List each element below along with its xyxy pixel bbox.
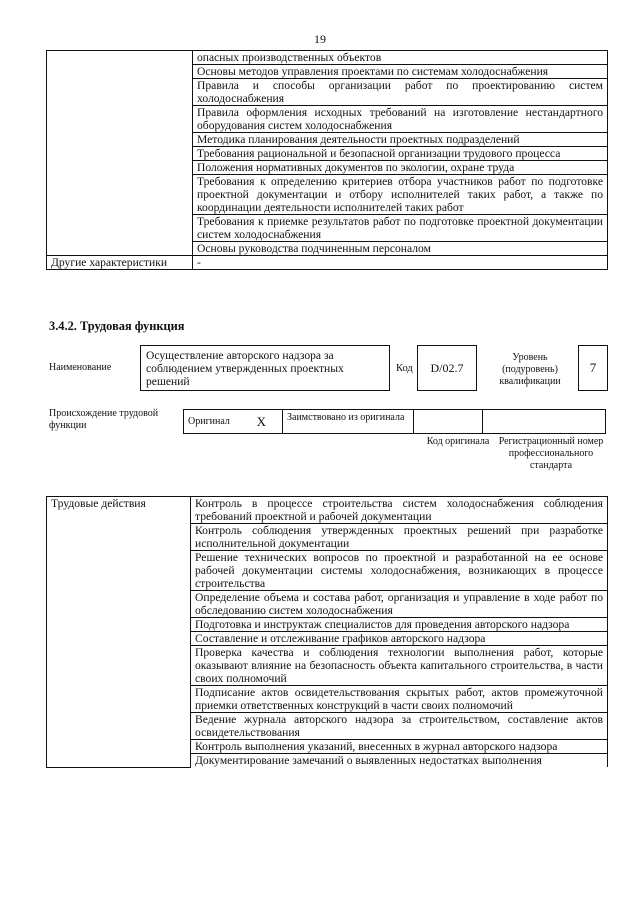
table-cell: Требования к определению критериев отбора участников работ по подготовке проектной документации и отбору исполнителей таких работ, а также по координации деятельности исполнителей таких работ	[193, 175, 608, 215]
section-heading: 3.4.2. Трудовая функция	[49, 319, 185, 333]
table-cell: Основы руководства подчиненным персоналом	[193, 242, 608, 256]
table-cell: Контроль соблюдения утвержденных проектных решений при разработке исполнительной документации	[191, 524, 608, 551]
borrowed-cell: Заимствовано из оригинала	[282, 409, 414, 434]
table-row	[47, 51, 608, 65]
table-cell: Правила и способы организации работ по проектированию систем холодоснабжения	[193, 79, 608, 106]
table-cell: Подготовка и инструктаж специалистов для проведения авторского надзора	[191, 618, 608, 632]
table-cell: Определение объема и состава работ, организация и управление в ходе работ по обследованию систем холодоснабжения	[191, 591, 608, 618]
page-number: 19	[314, 32, 326, 46]
name-value: Осуществление авторского надзора за соблюдением утвержденных проектных решений	[140, 345, 390, 391]
table-cell: Методика планирования деятельности проектных подразделений	[193, 133, 608, 147]
code-label: Код	[396, 363, 413, 374]
table-cell: Контроль выполнения указаний, внесенных в журнал авторского надзора	[191, 740, 608, 754]
labor-actions-label: Трудовые действия	[47, 497, 191, 768]
registration-number-cell	[482, 409, 606, 434]
other-characteristics-label: Другие характеристики	[47, 256, 193, 270]
original-cell	[183, 409, 283, 434]
original-code-label: Код оригинала	[426, 436, 490, 447]
level-value: 7	[578, 345, 608, 391]
table-row	[47, 497, 608, 524]
table-cell: Документирование замечаний о выявленных недостатках выполнения	[191, 754, 608, 768]
origin-label: Происхождение трудовой функции	[49, 408, 159, 431]
original-label: Оригинал	[188, 416, 230, 427]
table-cell: Ведение журнала авторского надзора за строительством, составление актов освидетельствования	[191, 713, 608, 740]
code-value: D/02.7	[417, 345, 477, 391]
name-label: Наименование	[49, 362, 112, 373]
original-mark: X	[256, 414, 266, 429]
knowledge-table	[46, 50, 608, 270]
table-cell: Основы методов управления проектами по системам холодоснабжения	[193, 65, 608, 79]
table-cell: Требования к приемке результатов работ по подготовке проектной документации систем холодоснабжения	[193, 215, 608, 242]
table-row	[47, 256, 608, 270]
table-cell: Подписание актов освидетельствования скрытых работ, актов промежуточной приемки ответственных конструкций в части своих полномочий	[191, 686, 608, 713]
registration-number-label: Регистрационный номер профессионального стандарта	[498, 436, 604, 471]
other-characteristics-value: -	[193, 256, 608, 270]
table-cell: Составление и отслеживание графиков авторского надзора	[191, 632, 608, 646]
level-label: Уровень (подуровень) квалификации	[499, 352, 561, 387]
table-cell: Решение технических вопросов по проектной и разработанной на ее основе рабочей документации системы холодоснабжения, возникающих в процессе строительства	[191, 551, 608, 591]
table-cell: Правила оформления исходных требований на изготовление нестандартного оборудования систем холодоснабжения	[193, 106, 608, 133]
table-cell: Положения нормативных документов по экологии, охране труда	[193, 161, 608, 175]
table-cell: опасных производственных объектов	[193, 51, 608, 65]
labor-actions-table	[46, 496, 608, 768]
table-cell: Требования рациональной и безопасной организации трудового процесса	[193, 147, 608, 161]
empty-label-cell	[47, 51, 193, 256]
table-cell: Контроль в процессе строительства систем холодоснабжения соблюдения требований проектной и рабочей документации	[191, 497, 608, 524]
origin-row	[184, 409, 608, 434]
table-cell: Проверка качества и соблюдения технологии выполнения работ, которые оказывают влияние на безопасность объекта капитального строительства, в части своих полномочий	[191, 646, 608, 686]
original-code-cell	[413, 409, 483, 434]
